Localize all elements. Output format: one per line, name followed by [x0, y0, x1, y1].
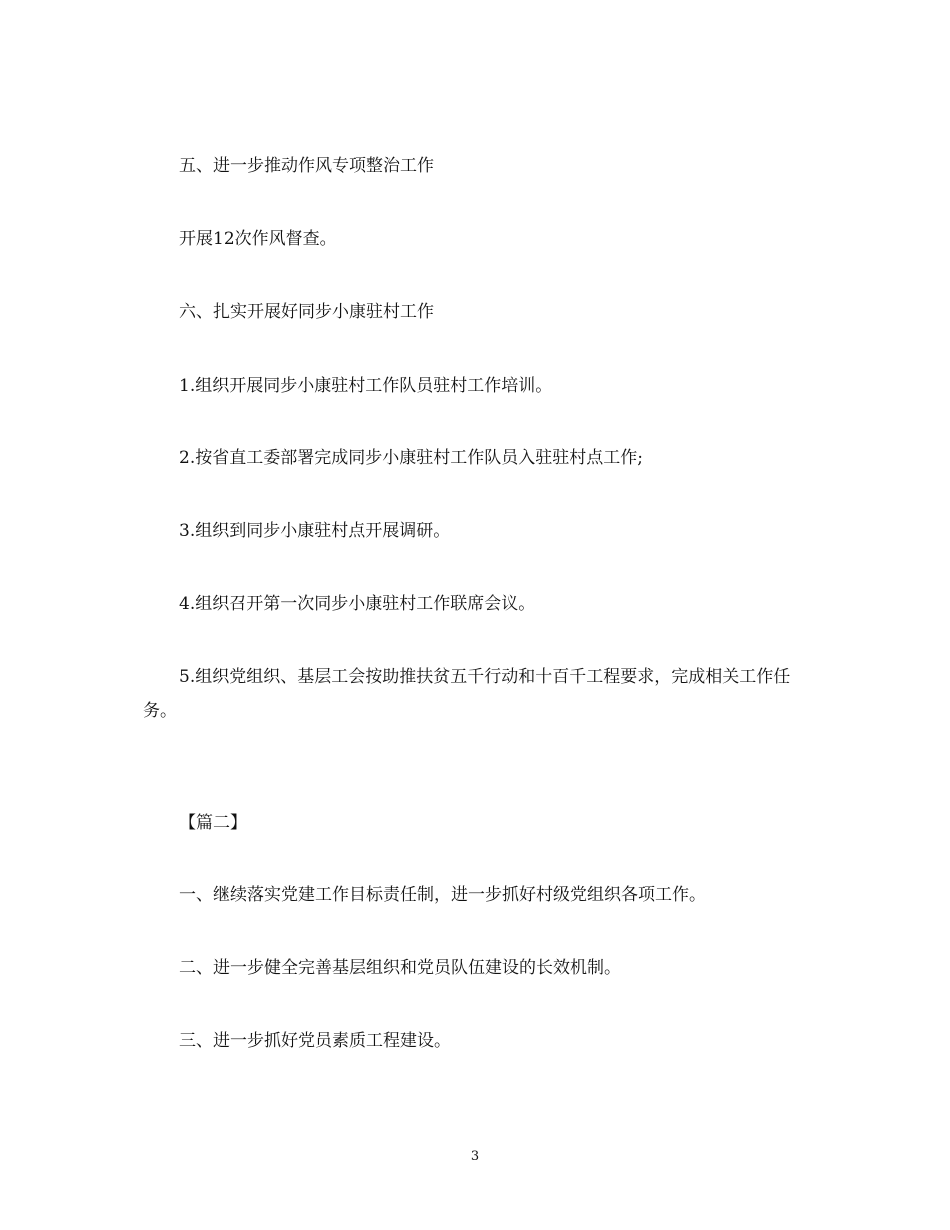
paragraph-item-1: 1.组织开展同步小康驻村工作队员驻村工作培训。	[179, 376, 553, 396]
paragraph-item-2: 2.按省直工委部署完成同步小康驻村工作队员入驻驻村点工作;	[179, 448, 643, 468]
paragraph-item-5: 5.组织党组织、基层工会按助推扶贫五千行动和十百千工程要求，完成相关工作任务。	[143, 667, 791, 721]
section-heading-part-two: 【篇二】	[179, 813, 247, 833]
paragraph-part-two-item-3: 三、进一步抓好党员素质工程建设。	[179, 1031, 451, 1051]
page-number: 3	[470, 1149, 480, 1164]
paragraph-item-4: 4.组织召开第一次同步小康驻村工作联席会议。	[179, 594, 536, 614]
paragraph-part-two-item-1: 一、继续落实党建工作目标责任制，进一步抓好村级党组织各项工作。	[179, 885, 706, 905]
paragraph-section-six: 六、扎实开展好同步小康驻村工作	[179, 302, 434, 322]
paragraph-inspection: 开展12次作风督查。	[179, 229, 337, 249]
paragraph-part-two-item-2: 二、进一步健全完善基层组织和党员队伍建设的长效机制。	[179, 958, 621, 978]
paragraph-section-five: 五、进一步推动作风专项整治工作	[179, 156, 434, 176]
paragraph-item-3: 3.组织到同步小康驻村点开展调研。	[179, 521, 451, 541]
